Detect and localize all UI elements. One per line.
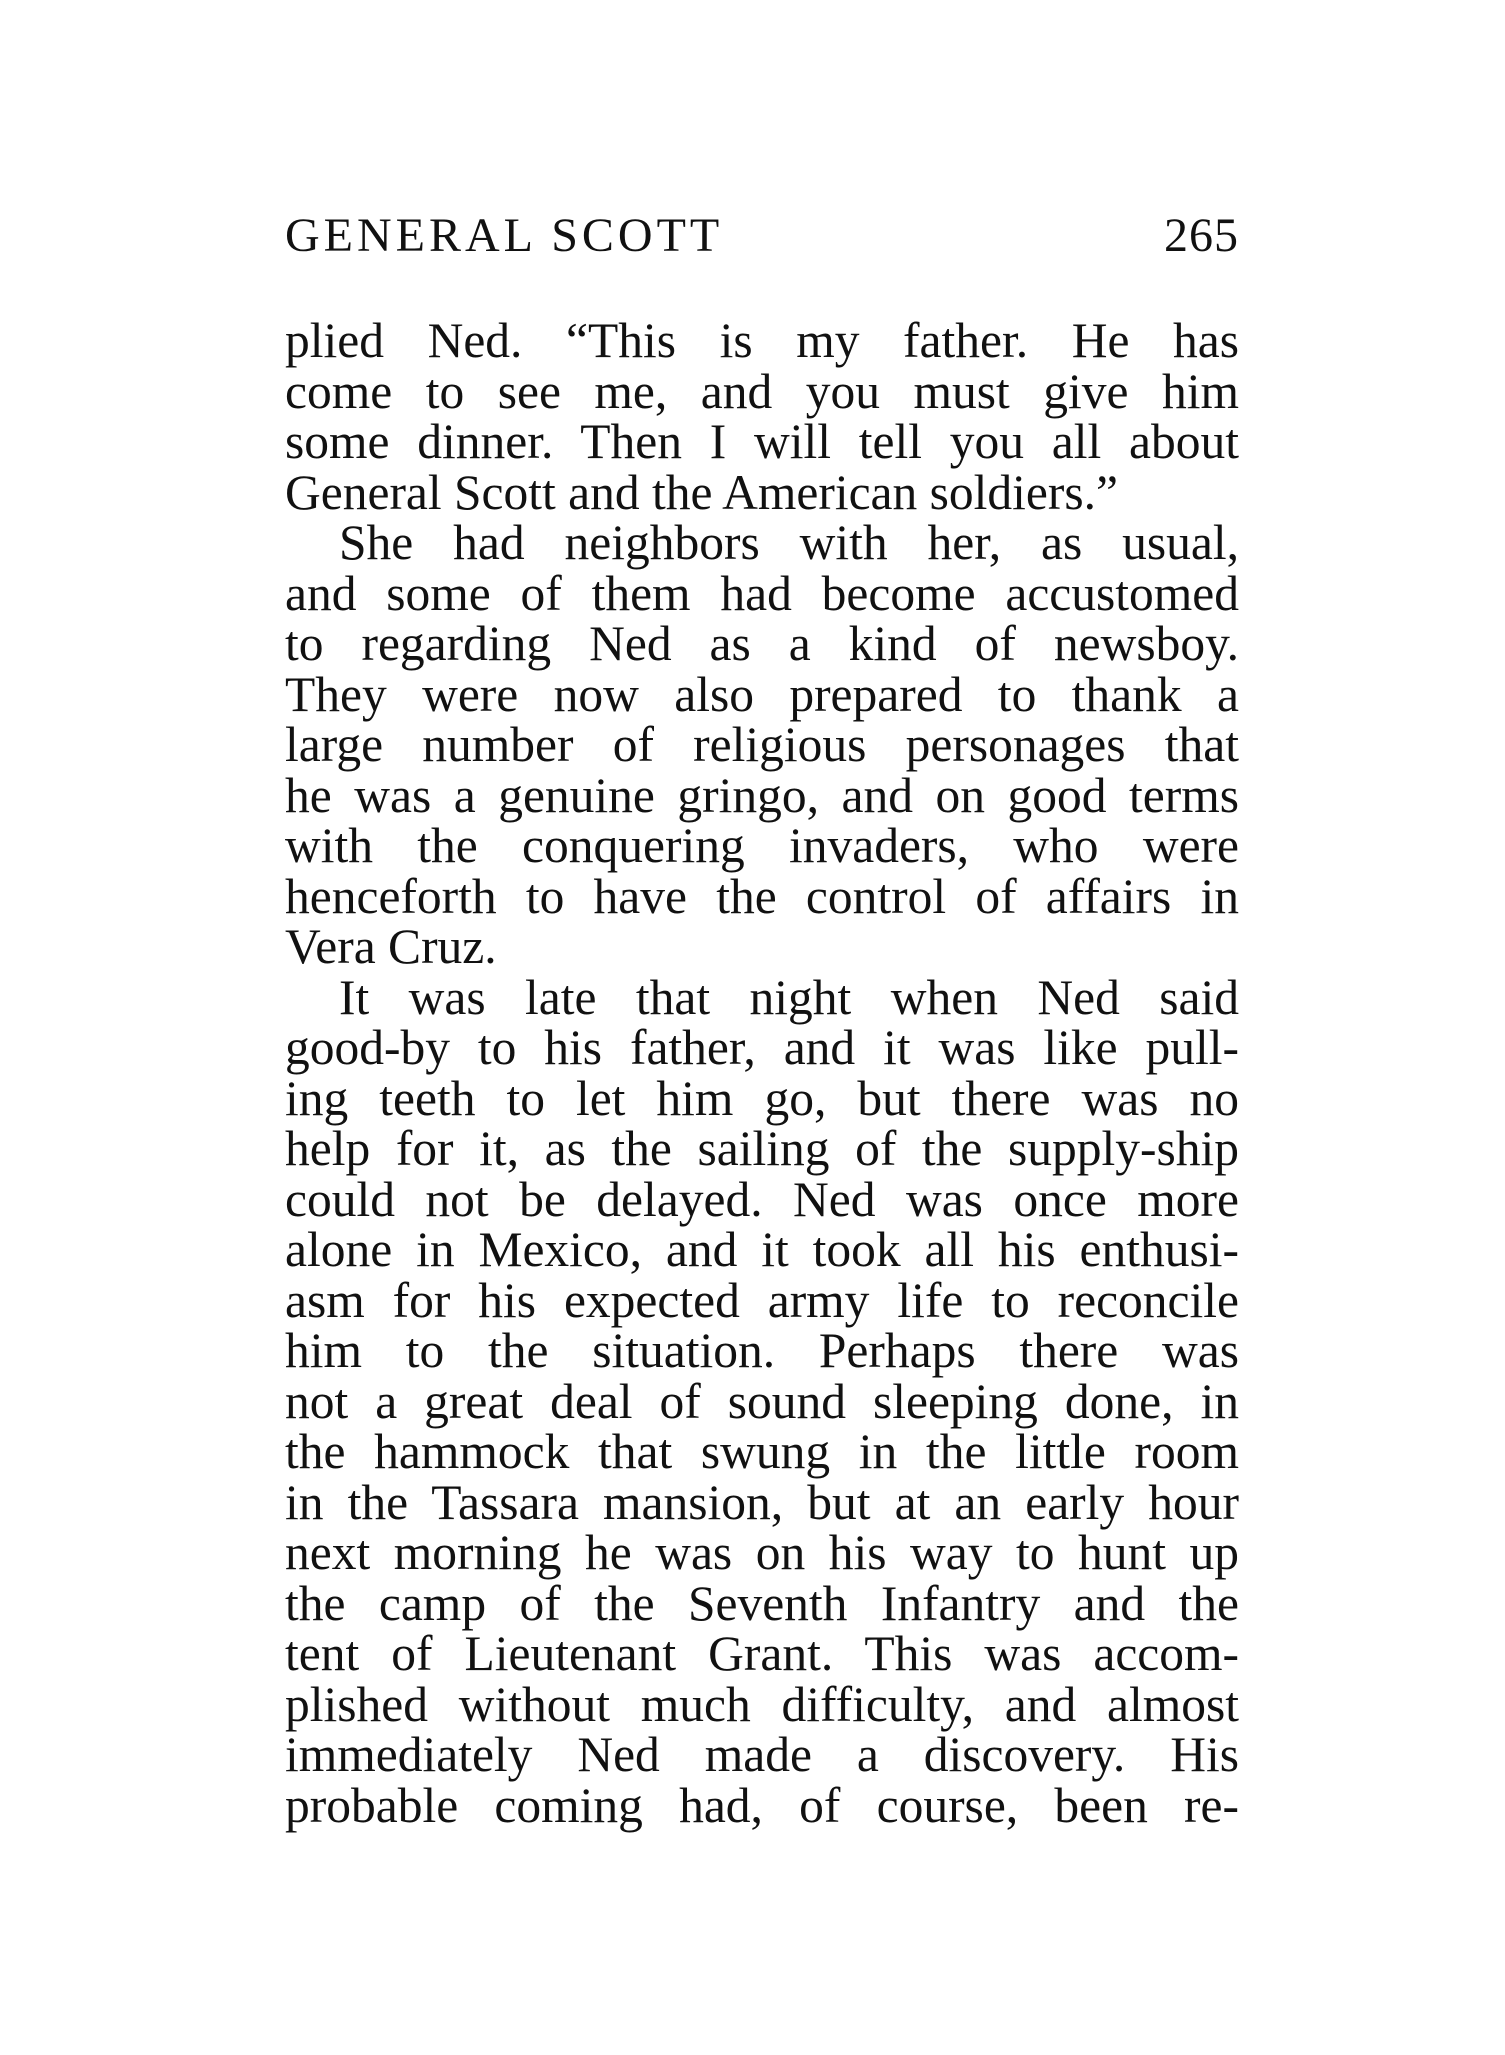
body-text: [285, 313, 1239, 1833]
text-line: him to the situation. Perhaps there was: [285, 1323, 1239, 1378]
text-line: ing teeth to let him go, but there was no: [285, 1070, 1239, 1126]
text-line: with the conquering invaders, who were: [285, 818, 1239, 873]
text-line: asm for his expected army life to reconcile: [285, 1272, 1239, 1328]
text-line: probable coming had, of course, been re-: [285, 1777, 1239, 1833]
text-line: could not be delayed. Ned was once more: [285, 1171, 1239, 1227]
paragraph: [285, 515, 1239, 974]
text-line: She had neighbors with her, as usual,: [339, 515, 1239, 570]
paragraph: [285, 313, 1239, 520]
text-line: plished without much difficulty, and almost: [285, 1676, 1239, 1732]
text-line: tent of Lieutenant Grant. This was accom-: [285, 1626, 1239, 1681]
text-line: to regarding Ned as a kind of newsboy.: [285, 616, 1239, 671]
text-line: the camp of the Seventh Infantry and the: [285, 1575, 1239, 1631]
text-line: It was late that night when Ned said: [339, 969, 1239, 1025]
text-line: large number of religious personages that: [285, 717, 1239, 772]
text-line: some dinner. Then I will tell you all about: [285, 414, 1239, 469]
text-line: alone in Mexico, and it took all his enthusi-: [285, 1222, 1239, 1277]
text-line: immediately Ned made a discovery. His: [285, 1727, 1239, 1782]
text-line: good-by to his father, and it was like pull-: [285, 1020, 1239, 1075]
page-number: 265: [1164, 209, 1239, 262]
text-line: in the Tassara mansion, but at an early hour: [285, 1474, 1239, 1530]
text-line: Vera Cruz.: [285, 919, 497, 974]
text-line: come to see me, and you must give him: [285, 363, 1239, 419]
text-line: next morning he was on his way to hunt up: [285, 1525, 1239, 1580]
text-line: They were now also prepared to thank a: [285, 666, 1239, 722]
paragraph: [285, 969, 1239, 1833]
text-line: plied Ned. “This is my father. He has: [285, 313, 1239, 368]
text-line: henceforth to have the control of affairs in: [285, 868, 1239, 924]
running-head: [285, 208, 1239, 268]
text-line: the hammock that swung in the little room: [285, 1424, 1239, 1479]
text-line: and some of them had become accustomed: [285, 565, 1239, 621]
text-line: help for it, as the sailing of the supply-ship: [285, 1121, 1239, 1176]
text-line: General Scott and the American soldiers.”: [285, 464, 1118, 520]
chapter-title: GENERAL SCOTT: [285, 209, 724, 262]
text-line: he was a genuine gringo, and on good terms: [285, 767, 1239, 823]
text-line: not a great deal of sound sleeping done, in: [285, 1373, 1239, 1429]
